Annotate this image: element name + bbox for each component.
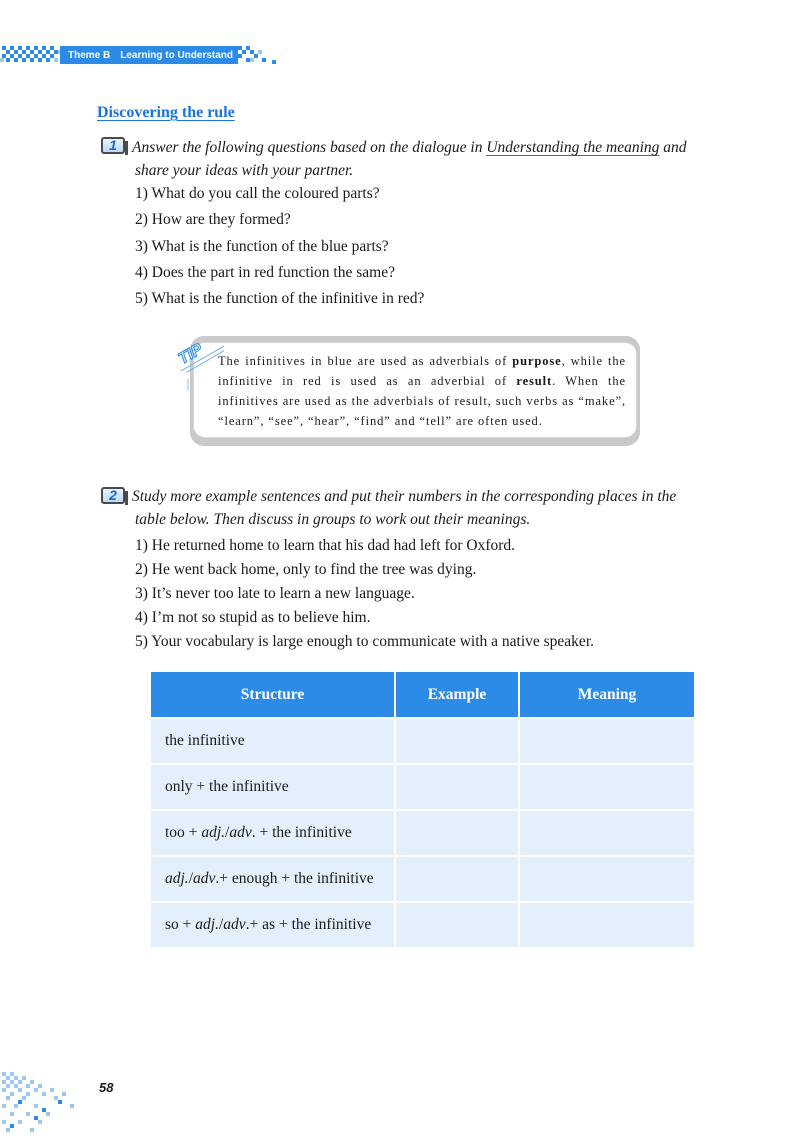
structure-italic: adv	[193, 870, 216, 887]
structure-text: .+ enough + the infinitive	[215, 870, 374, 887]
meaning-cell[interactable]	[519, 856, 694, 902]
theme-label: Theme B	[68, 49, 111, 61]
tip-bold-purpose: purpose	[512, 354, 562, 368]
structure-cell	[151, 718, 395, 764]
structure-italic: adv	[223, 916, 246, 933]
tip-text	[218, 351, 626, 431]
example-cell[interactable]	[395, 764, 519, 810]
example-cell[interactable]	[395, 718, 519, 764]
structure-text: /	[225, 824, 230, 841]
exercise-2-number-badge: 2	[101, 487, 125, 504]
example-cell[interactable]	[395, 902, 519, 947]
structure-italic: adj.	[165, 870, 189, 887]
meaning-cell[interactable]	[519, 718, 694, 764]
meaning-cell[interactable]	[519, 764, 694, 810]
tip-label: TIP	[175, 340, 206, 368]
structure-cell	[151, 856, 395, 902]
structure-text: /	[188, 870, 193, 887]
exercise-1-instruction-text: Answer the following questions based on the dialogue in	[132, 139, 487, 156]
theme-title: Learning to Understand	[120, 49, 234, 61]
header-example: Example	[395, 672, 519, 718]
structure-italic: adj.	[195, 916, 219, 933]
understanding-the-meaning-link[interactable]: Understanding the meaning	[486, 139, 660, 156]
tip-text-part: . When the infinitives are used as the adverbials of result, such verbs as “make”, “learn”, “see”, “hear”, “find” and “tell” are often used.	[218, 374, 626, 428]
meaning-cell[interactable]	[519, 902, 694, 947]
tip-bold-result: result	[516, 374, 553, 388]
structure-text: too +	[165, 824, 202, 841]
header-meaning: Meaning	[519, 672, 694, 718]
meaning-cell[interactable]	[519, 810, 694, 856]
question-1: 1) What do you call the coloured parts?	[135, 185, 380, 202]
structure-text: so +	[165, 916, 196, 933]
table-row	[151, 810, 694, 856]
question-5: 5) What is the function of the infinitive in red?	[135, 290, 425, 307]
example-sentence-2: 2) He went back home, only to find the tree was dying.	[135, 561, 477, 578]
table-row	[151, 902, 694, 947]
example-sentence-3: 3) It’s never too late to learn a new language.	[135, 585, 415, 602]
theme-banner	[60, 46, 238, 64]
header-pixel-decoration-right	[236, 42, 284, 68]
table-row	[151, 764, 694, 810]
structure-text: /	[218, 916, 224, 933]
structure-text: only + the infinitive	[165, 778, 289, 795]
exercise-1-instruction-end: and	[659, 139, 687, 156]
exercise-2-instruction	[132, 485, 712, 531]
exercise-1-instruction	[132, 136, 712, 182]
page-number: 58	[99, 1080, 114, 1095]
example-cell[interactable]	[395, 856, 519, 902]
header-structure: Structure	[151, 672, 395, 718]
structure-cell	[151, 810, 395, 856]
structure-text: the infinitive	[165, 732, 245, 749]
tip-text-part: , while the infinitive in red is used as an adverbial of	[218, 354, 626, 388]
footer-pixel-decoration	[0, 1064, 96, 1138]
question-2: 2) How are they formed?	[135, 211, 291, 228]
header-pixel-decoration	[0, 42, 62, 68]
example-sentence-4: 4) I’m not so stupid as to believe him.	[135, 609, 371, 626]
exercise-2-instruction-line1: Study more example sentences and put their numbers in the corresponding places in the	[132, 488, 677, 505]
example-cell[interactable]	[395, 810, 519, 856]
structure-text: . + the infinitive	[251, 824, 352, 841]
tip-text-part: The infinitives in blue are used as adverbials of	[218, 354, 513, 368]
question-3: 3) What is the function of the blue parts?	[135, 238, 389, 255]
section-heading: Discovering the rule	[97, 104, 235, 121]
exercise-2-instruction-line2: table below. Then discuss in groups to work out their meanings.	[135, 511, 531, 528]
structure-cell	[151, 902, 395, 947]
structure-cell	[151, 764, 395, 810]
structure-text: .+ as + the infinitive	[245, 916, 372, 933]
structure-table	[151, 672, 694, 947]
example-sentence-1: 1) He returned home to learn that his dad had left for Oxford.	[135, 537, 516, 554]
question-4: 4) Does the part in red function the same?	[135, 264, 395, 281]
exercise-1-instruction-line2: share your ideas with your partner.	[135, 162, 354, 179]
example-sentence-5: 5) Your vocabulary is large enough to communicate with a native speaker.	[135, 633, 594, 650]
structure-italic: adv	[229, 824, 252, 841]
table-row	[151, 856, 694, 902]
tip-label-graphic	[174, 333, 224, 393]
table-header-row	[151, 672, 694, 718]
exercise-1-number-badge: 1	[101, 137, 125, 154]
table-row	[151, 718, 694, 764]
structure-italic: adj.	[201, 824, 225, 841]
